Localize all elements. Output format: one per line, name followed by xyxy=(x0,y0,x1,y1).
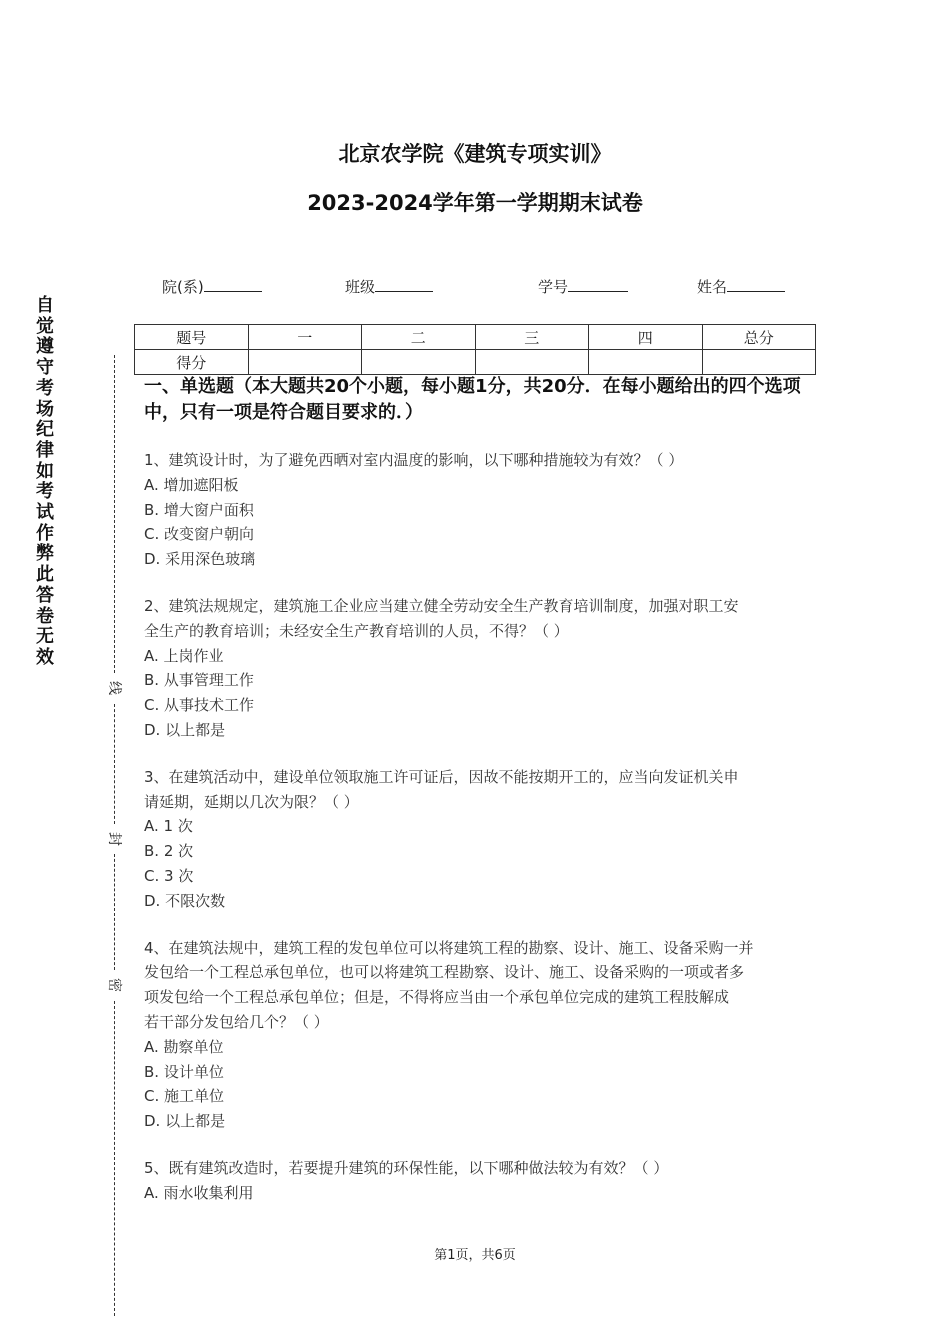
option-d[interactable]: D. 以上都是 xyxy=(144,1112,226,1131)
page-footer: 第1页，共6页 xyxy=(434,1248,516,1263)
score-cell-label: 题号 xyxy=(135,325,249,350)
student-id-blank[interactable] xyxy=(568,277,628,292)
option-a[interactable]: A. 雨水收集利用 xyxy=(144,1183,254,1202)
question-text: 项发包给一个工程总承包单位；但是，不得将应当由一个承包单位完成的建筑工程肢解成 xyxy=(144,988,730,1007)
binding-dashed-line xyxy=(114,355,115,673)
name-blank[interactable] xyxy=(727,277,785,292)
option-b[interactable]: B. 设计单位 xyxy=(144,1062,224,1081)
score-table-score-row xyxy=(135,350,816,375)
option-b[interactable]: B. 从事管理工作 xyxy=(144,671,254,690)
question-text: 3、在建筑活动中，建设单位领取施工许可证后，因故不能按期开工的，应当向发证机关申 xyxy=(144,767,739,786)
binding-dashed-line xyxy=(114,704,115,824)
score-cell-q1: 一 xyxy=(248,325,362,350)
score-cell-q3: 三 xyxy=(475,325,589,350)
question-text: 1、建筑设计时，为了避免西晒对室内温度的影响，以下哪种措施较为有效？（ ） xyxy=(144,451,684,469)
department-blank[interactable] xyxy=(204,277,262,292)
question-text: 若干部分发包给几个？（ ） xyxy=(144,1012,329,1031)
score-entry[interactable] xyxy=(702,350,816,375)
option-c[interactable]: C. 从事技术工作 xyxy=(144,696,255,715)
option-b[interactable]: B. 2 次 xyxy=(144,842,194,861)
question-5 xyxy=(144,1156,812,1206)
score-entry[interactable] xyxy=(248,350,362,375)
score-table xyxy=(134,324,816,375)
option-b[interactable]: B. 增大窗户面积 xyxy=(144,500,254,519)
binding-mark-seal: 封 xyxy=(105,830,125,848)
binding-mark-line: 线 xyxy=(105,679,125,697)
option-d[interactable]: D. 不限次数 xyxy=(144,891,226,910)
option-a[interactable]: A. 勘察单位 xyxy=(144,1037,224,1056)
info-name: 姓名 xyxy=(697,276,785,297)
option-c[interactable]: C. 改变窗户朝向 xyxy=(144,525,255,544)
option-c[interactable]: C. 3 次 xyxy=(144,866,194,885)
question-2 xyxy=(144,594,812,743)
class-blank[interactable] xyxy=(375,277,433,292)
question-3 xyxy=(144,765,812,914)
exam-content xyxy=(144,374,812,1206)
score-cell-q2: 二 xyxy=(362,325,476,350)
question-text: 2、建筑法规规定，建筑施工企业应当建立健全劳动安全生产教育培训制度，加强对职工安 xyxy=(144,596,739,615)
question-1 xyxy=(144,448,812,572)
binding-mark-secret: 密 xyxy=(105,976,125,994)
info-student-id: 学号 xyxy=(538,276,628,297)
question-4 xyxy=(144,936,812,1134)
score-table-header-row xyxy=(135,325,816,350)
option-c[interactable]: C. 施工单位 xyxy=(144,1087,225,1106)
question-text: 全生产的教育培训；未经安全生产教育培训的人员，不得？（ ） xyxy=(144,621,569,640)
info-department: 院(系) xyxy=(162,276,262,297)
score-entry[interactable] xyxy=(589,350,703,375)
section-heading: 一、单选题（本大题共20个小题，每小题1分，共20分．在每小题给出的四个选项中，只有一项是符合题目要求的．） xyxy=(144,376,801,423)
question-text: 4、在建筑法规中，建筑工程的发包单位可以将建筑工程的勘察、设计、施工、设备采购一并 xyxy=(144,938,754,957)
question-text: 发包给一个工程总承包单位，也可以将建筑工程勘察、设计、施工、设备采购的一项或者多 xyxy=(144,963,745,982)
binding-dashed-line xyxy=(114,1001,115,1316)
exam-title-line1: 北京农学院《建筑专项实训》 xyxy=(338,142,612,166)
question-text: 请延期，延期以几次为限？（ ） xyxy=(144,792,359,811)
option-a[interactable]: A. 1 次 xyxy=(144,817,193,836)
score-cell-q4: 四 xyxy=(589,325,703,350)
side-warning-text: 自觉遵守考场纪律如考试作弊此答卷无效 xyxy=(36,295,54,668)
option-a[interactable]: A. 上岗作业 xyxy=(144,646,224,665)
score-row-label: 得分 xyxy=(135,350,249,375)
binding-dashed-line xyxy=(114,854,115,970)
score-entry[interactable] xyxy=(475,350,589,375)
exam-title-line2: 2023-2024学年第一学期期末试卷 xyxy=(307,191,643,215)
question-text: 5、既有建筑改造时，若要提升建筑的环保性能，以下哪种做法较为有效？（ ） xyxy=(144,1158,669,1177)
score-cell-total: 总分 xyxy=(702,325,816,350)
info-class: 班级 xyxy=(345,276,433,297)
option-a[interactable]: A. 增加遮阳板 xyxy=(144,475,239,494)
score-entry[interactable] xyxy=(362,350,476,375)
option-d[interactable]: D. 采用深色玻璃 xyxy=(144,550,256,569)
option-d[interactable]: D. 以上都是 xyxy=(144,720,226,739)
